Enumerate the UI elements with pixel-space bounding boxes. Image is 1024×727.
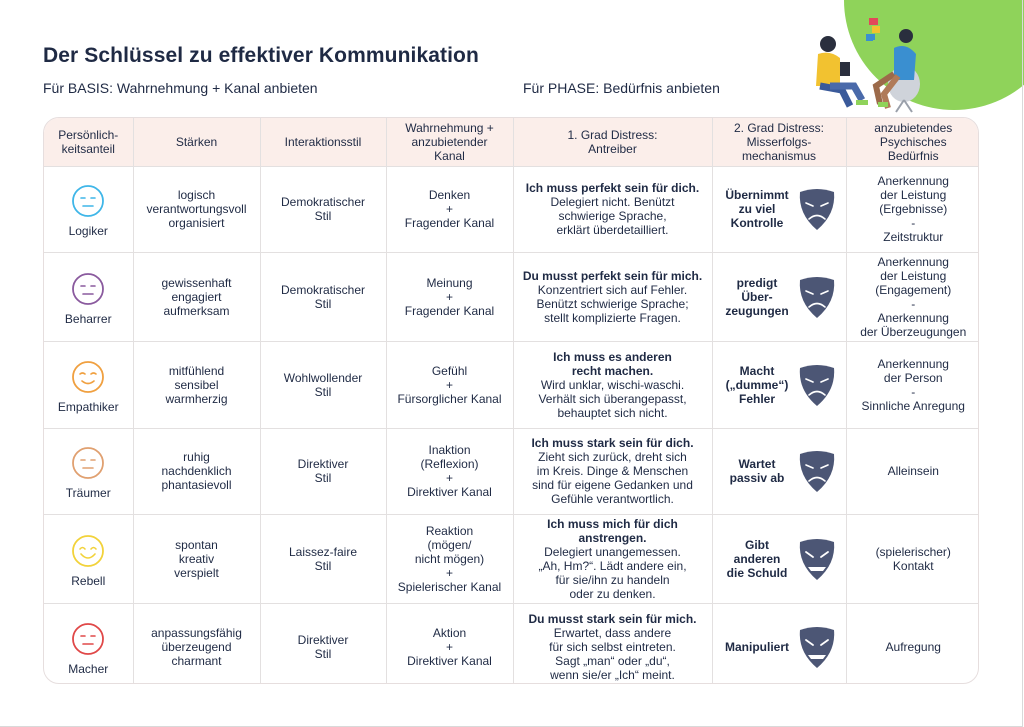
table-row (44, 515, 979, 604)
table-header-row (44, 118, 979, 166)
staerken-cell: gewissenhaft engagiert aufmerksam (133, 253, 260, 342)
persona-name: Beharrer (64, 312, 112, 326)
interaktionsstil-cell: Laissez-faire Stil (260, 515, 386, 604)
kanal-cell: Denken + Fragender Kanal (386, 166, 513, 253)
antreiber-statement: Du musst perfekt sein für mich. (522, 269, 703, 283)
staerken-cell: mitfühlend sensibel warmherzig (133, 342, 260, 429)
beduerfnis-cell: Alleinsein (846, 428, 979, 515)
mechanismus-label: Übernimmt zu viel Kontrolle (725, 188, 789, 231)
neutral-face-icon (71, 272, 105, 306)
staerken-cell: logisch verantwortungsvoll organisiert (133, 166, 260, 253)
persona-name: Träumer (65, 486, 111, 501)
antreiber-description: Erwartet, dass andere für sich selbst eintreten. Sagt „man“ oder „du“, wenn sie/er „Ich“ meint. (549, 626, 676, 682)
antreiber-statement: Ich muss mich für dich anstrengen. (547, 517, 678, 545)
subtitle-phase: Für PHASE: Bedürfnis anbieten (523, 80, 720, 96)
kanal-cell: Inaktion (Reflexion) + Direktiver Kanal (386, 428, 513, 515)
antreiber-cell (513, 428, 712, 515)
antreiber-cell (513, 253, 712, 342)
angry-mask-icon (796, 536, 838, 582)
persona-cell (44, 428, 133, 515)
sad-mask-icon (796, 448, 838, 494)
header-beduerfnis: anzubietendes Psychisches Bedürfnis (846, 118, 979, 166)
communication-table (43, 117, 979, 684)
persona-name: Logiker (68, 224, 108, 239)
beduerfnis-cell: Anerkennung der Person - Sinnliche Anregung (846, 342, 979, 429)
sad-mask-icon (796, 186, 838, 232)
subtitle-basis: Für BASIS: Wahrnehmung + Kanal anbieten (43, 80, 318, 96)
neutral-face-icon (71, 622, 105, 656)
table-row (44, 604, 979, 685)
antreiber-cell (513, 604, 712, 685)
sad-mask-icon (796, 274, 838, 320)
table-row (44, 166, 979, 253)
mechanismus-label: Wartet passiv ab (729, 457, 785, 486)
beduerfnis-cell: Aufregung (846, 604, 979, 685)
mechanismus-cell (712, 515, 846, 604)
antreiber-description: Wird unklar, wischi-waschi. Verhält sich überangepasst, behauptet sich nicht. (538, 377, 687, 420)
kanal-cell: Meinung + Fragender Kanal (386, 253, 513, 342)
antreiber-statement: Du musst stark sein für mich. (528, 612, 697, 626)
antreiber-description: Delegiert unangemessen. „Ah, Hm?“. Lädt andere ein, für sie/ihn zu handeln oder zu denken. (538, 545, 687, 601)
kanal-cell: Gefühl + Fürsorglicher Kanal (386, 342, 513, 429)
mechanismus-cell (712, 604, 846, 685)
antreiber-statement: Ich muss stark sein für dich. (531, 436, 694, 451)
header-persoenlichkeitsanteil: Persönlich- keitsanteil (44, 118, 133, 166)
angry-mask-icon (796, 624, 838, 670)
antreiber-description: Zieht sich zurück, dreht sich im Kreis. Dinge & Menschen sind für eigene Gedanken und Gefühle verantwortlich. (532, 450, 693, 507)
mechanismus-cell (712, 253, 846, 342)
interaktionsstil-cell: Demokratischer Stil (260, 166, 386, 253)
mechanismus-cell (712, 342, 846, 429)
mechanismus-label: Macht („dumme“) Fehler (725, 363, 789, 406)
staerken-cell: ruhig nachdenklich phantasievoll (133, 428, 260, 515)
table-row (44, 342, 979, 429)
smiling-face-icon (71, 360, 105, 394)
header-interaktionsstil: Interaktionsstil (260, 118, 386, 166)
persona-name: Empathiker (57, 399, 119, 414)
persona-cell (44, 166, 133, 253)
antreiber-cell (513, 166, 712, 253)
persona-cell (44, 515, 133, 604)
mechanismus-label: Manipuliert (724, 640, 789, 654)
grinning-face-icon (71, 534, 105, 568)
sad-mask-icon (796, 362, 838, 408)
table-row (44, 253, 979, 342)
persona-name: Rebell (71, 574, 106, 588)
persona-name: Macher (68, 662, 109, 676)
beduerfnis-cell: (spielerischer) Kontakt (846, 515, 979, 604)
header-misserfolgsmechanismus: 2. Grad Distress: Misserfolgs- mechanismus (712, 118, 846, 166)
beduerfnis-cell: Anerkennung der Leistung (Ergebnisse) - Zeitstruktur (846, 166, 979, 253)
two-people-illustration-icon (806, 14, 936, 114)
table-row (44, 428, 979, 515)
mechanismus-cell (712, 166, 846, 253)
mechanismus-label: Gibt anderen die Schuld (726, 538, 788, 580)
persona-cell (44, 604, 133, 685)
interaktionsstil-cell: Wohlwollender Stil (260, 342, 386, 429)
interaktionsstil-cell: Demokratischer Stil (260, 253, 386, 342)
interaktionsstil-cell: Direktiver Stil (260, 428, 386, 515)
antreiber-description: Delegiert nicht. Benützt schwierige Sprache, erklärt überdetailliert. (550, 195, 675, 238)
kanal-cell: Aktion + Direktiver Kanal (386, 604, 513, 685)
page-title: Der Schlüssel zu effektiver Kommunikation (43, 44, 479, 67)
header-antreiber: 1. Grad Distress: Antreiber (513, 118, 712, 166)
persona-cell (44, 253, 133, 342)
antreiber-statement: Ich muss es anderen recht machen. (553, 349, 672, 378)
persona-cell (44, 342, 133, 429)
mechanismus-label: predigt Über- zeugungen (725, 276, 789, 318)
neutral-face-icon (71, 184, 105, 218)
header-wahrnehmung-kanal: Wahrnehmung + anzubietender Kanal (386, 118, 513, 166)
antreiber-description: Konzentriert sich auf Fehler. Benützt schwierige Sprache; stellt komplizierte Fragen. (536, 283, 689, 325)
kanal-cell: Reaktion (mögen/ nicht mögen) + Spielerischer Kanal (386, 515, 513, 604)
beduerfnis-cell: Anerkennung der Leistung (Engagement) - Anerkennung der Überzeugungen (846, 253, 979, 342)
antreiber-cell (513, 342, 712, 429)
antreiber-statement: Ich muss perfekt sein für dich. (525, 181, 700, 196)
mechanismus-cell (712, 428, 846, 515)
staerken-cell: anpassungsfähig überzeugend charmant (133, 604, 260, 685)
antreiber-cell (513, 515, 712, 604)
neutral-face-icon (71, 446, 105, 480)
interaktionsstil-cell: Direktiver Stil (260, 604, 386, 685)
staerken-cell: spontan kreativ verspielt (133, 515, 260, 604)
header-staerken: Stärken (133, 118, 260, 166)
